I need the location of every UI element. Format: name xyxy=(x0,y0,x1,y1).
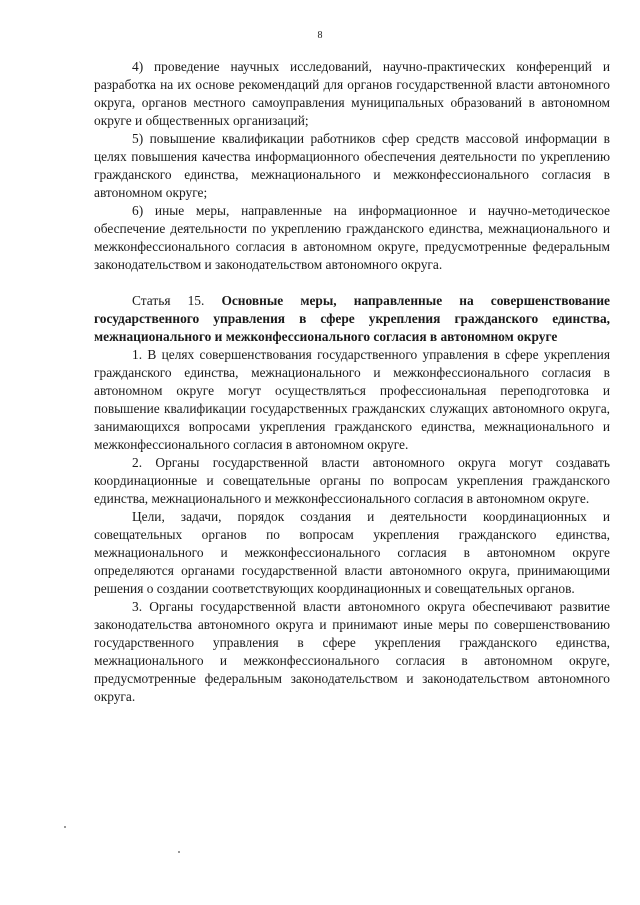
list-item: 4) проведение научных исследований, научно-практических конференций и разработка на их основе рекомендаций для органов государственной власти автономного округа, органов местного самоуправления муниципальных образований в автономном округе и общественных организаций; xyxy=(94,59,610,128)
article-title: Основные меры, направленные на совершенствование государственного управления в сфере укрепления гражданского единства, межнационального и межконфессионального согласия в автономном округе xyxy=(94,293,610,344)
scan-speck xyxy=(64,826,66,828)
page-number: 8 xyxy=(317,30,323,41)
paragraph: 1. В целях совершенствования государственного управления в сфере укрепления гражданского единства, межнационального и межконфессионального согласия в автономном округе могут осуществляться профессиональная переподготовка и повышение квалификации государственных гражданских служащих автономного округа, занимающихся вопросами укрепления гражданского единства, межнационального и межконфессионального согласия в автономном округе. xyxy=(94,347,610,452)
paragraph: Цели, задачи, порядок создания и деятельности координационных и совещательных органов по вопросам укрепления гражданского единства, межнационального и межконфессионального согласия в автономном округе определяются органами государственной власти автономного округа, принимающими решения о создании соответствующих координационных и совещательных органов. xyxy=(94,509,610,596)
list-item: 6) иные меры, направленные на информационное и научно-методическое обеспечение деятельности по укреплению гражданского единства, межнационального и межконфессионального согласия в автономном округе, предусмотренные федеральным законодательством и законодательством автономного округа. xyxy=(94,203,610,272)
article-heading xyxy=(94,292,610,346)
scan-speck xyxy=(178,851,180,853)
paragraph: 3. Органы государственной власти автономного округа обеспечивают развитие законодательства автономного округа и принимают иные меры по совершенствованию государственного управления в сфере укрепления гражданского единства, межнационального и межконфессионального согласия в автономном округе, предусмотренные федеральным законодательством и законодательством автономного округа. xyxy=(94,599,610,704)
document-body xyxy=(94,58,610,706)
article-number: Статья 15. xyxy=(132,293,205,308)
list-item: 5) повышение квалификации работников сфер средств массовой информации в целях повышения качества информационного обеспечения деятельности по укреплению гражданского единства, межнационального и межконфессионального согласия в автономном округе; xyxy=(94,131,610,200)
paragraph: 2. Органы государственной власти автономного округа могут создавать координационные и совещательные органы по вопросам укрепления гражданского единства, межнационального и межконфессионального согласия в автономном округе. xyxy=(94,455,610,506)
